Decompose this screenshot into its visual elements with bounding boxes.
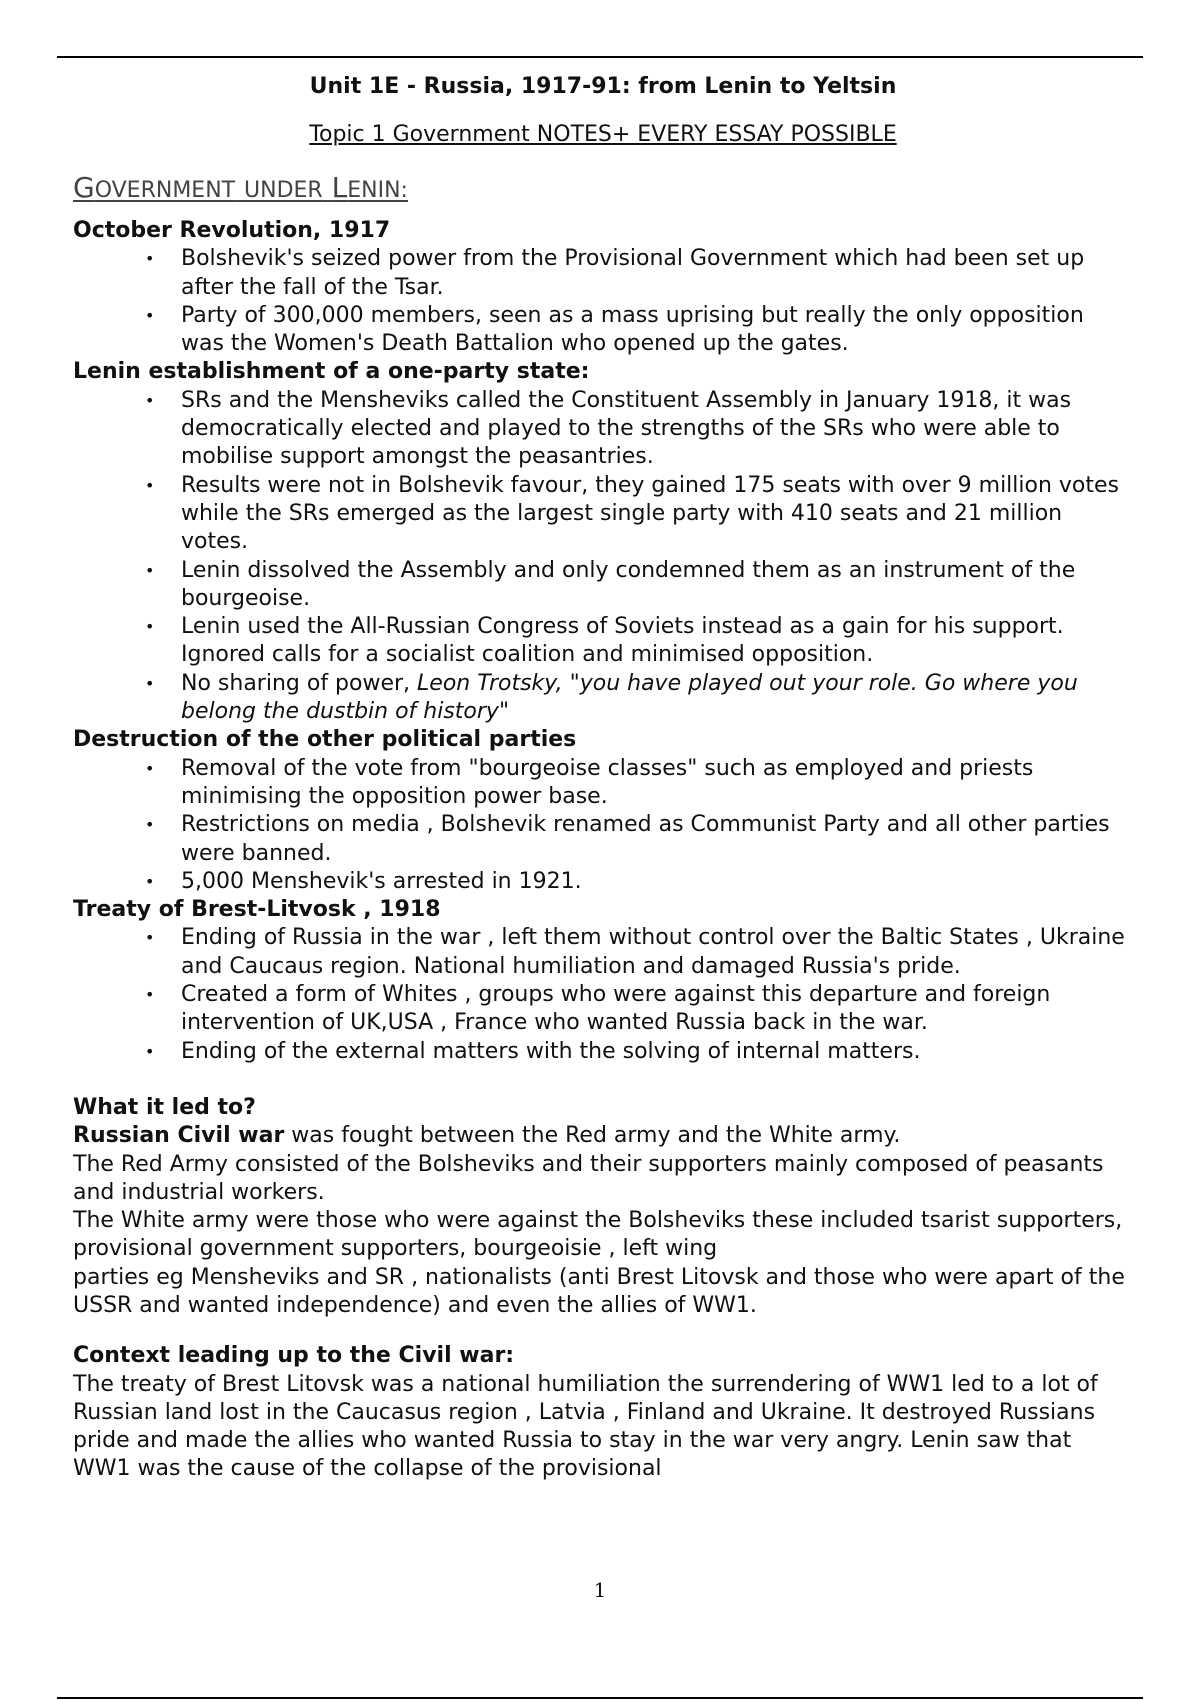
section-heading: GOVERNMENT UNDER LENIN: [73,171,408,204]
list-item: • Lenin used the All-Russian Congress of Soviets instead as a gain for his support. Ignored calls for a socialist coalition and minimised opposition. [181,613,1133,670]
list-item: • Bolshevik's seized power from the Provisional Government which had been set up after the fall of the Tsar. [181,245,1133,302]
bottom-rule [57,1697,1143,1699]
list-item: • Ending of the external matters with the solving of internal matters. [181,1038,1133,1066]
list-destruction-parties [73,755,1133,896]
list-item: • SRs and the Mensheviks called the Constituent Assembly in January 1918, it was democratically elected and played to the strengths of the SRs who were able to mobilise support amongst the peasantries. [181,387,1133,472]
paragraph-civil-war: Russian Civil war was fought between the Red army and the White army. [73,1123,901,1149]
document-subtitle: Topic 1 Government NOTES+ EVERY ESSAY POSSIBLE [309,122,897,147]
paragraph-white-army-1: The White army were those who were against the Bolsheviks these included tsarist supporters, provisional government supporters, bourgeoisie , left wing [73,1208,1123,1262]
page-number: 1 [593,1578,607,1602]
spacer [73,1320,1133,1342]
list-item: • Removal of the vote from "bourgeoise classes" such as employed and priests minimising the opposition power base. [181,755,1133,812]
list-item: • Party of 300,000 members, seen as a mass uprising but really the only opposition was the Women's Death Battalion who opened up the gates. [181,302,1133,359]
subheading-what-it-led-to: What it led to? [73,1094,256,1120]
paragraph-red-army: The Red Army consisted of the Bolsheviks and their supporters mainly composed of peasants and industrial workers. [73,1151,1104,1205]
paragraph-white-army-2: parties eg Mensheviks and SR , nationalists (anti Brest Litovsk and those who were apart of the USSR and wanted independence) and even the allies of WW1. [73,1264,1125,1318]
list-brest-litovsk [73,924,1133,1065]
document-title: Unit 1E - Russia, 1917-91: from Lenin to Yeltsin [309,74,897,99]
subheading-one-party-state: Lenin establishment of a one-party state: [73,359,590,385]
list-item: • Results were not in Bolshevik favour, they gained 175 seats with over 9 million votes while the SRs emerged as the largest single party with 410 seats and 21 million votes. [181,472,1133,557]
list-october-revolution [73,245,1133,358]
subheading-destruction-parties: Destruction of the other political parties [73,727,577,753]
subheading-brest-litovsk: Treaty of Brest-Litvosk , 1918 [73,897,441,923]
list-item: • Created a form of Whites , groups who were against this departure and foreign intervention of UK,USA , France who wanted Russia back in the war. [181,981,1133,1038]
top-rule [57,56,1143,58]
document-body [73,70,1133,1484]
spacer [73,1066,1133,1094]
list-item: • Lenin dissolved the Assembly and only condemned them as an instrument of the bourgeoise. [181,557,1133,614]
list-item: • Ending of Russia in the war , left them without control over the Baltic States , Ukraine and Caucaus region. National humiliation and damaged Russia's pride. [181,924,1133,981]
subheading-context: Context leading up to the Civil war: [73,1343,515,1369]
paragraph-context: The treaty of Brest Litovsk was a national humiliation the surrendering of WW1 led to a lot of Russian land lost in the Caucasus region , Latvia , Finland and Ukraine. It destroyed Russians pride and made the allies who wanted Russia to stay in the war very angry. Lenin saw that WW1 was the cause of the collapse of the provisional [73,1371,1098,1482]
list-item: • 5,000 Menshevik's arrested in 1921. [181,868,1133,896]
subheading-october-revolution: October Revolution, 1917 [73,218,391,243]
list-item: • Restrictions on media , Bolshevik renamed as Communist Party and all other parties were banned. [181,811,1133,868]
list-item-trotsky-quote: • No sharing of power, Leon Trotsky, "you have played out your role. Go where you belong the dustbin of history" [181,670,1133,727]
list-one-party-state [73,387,1133,727]
